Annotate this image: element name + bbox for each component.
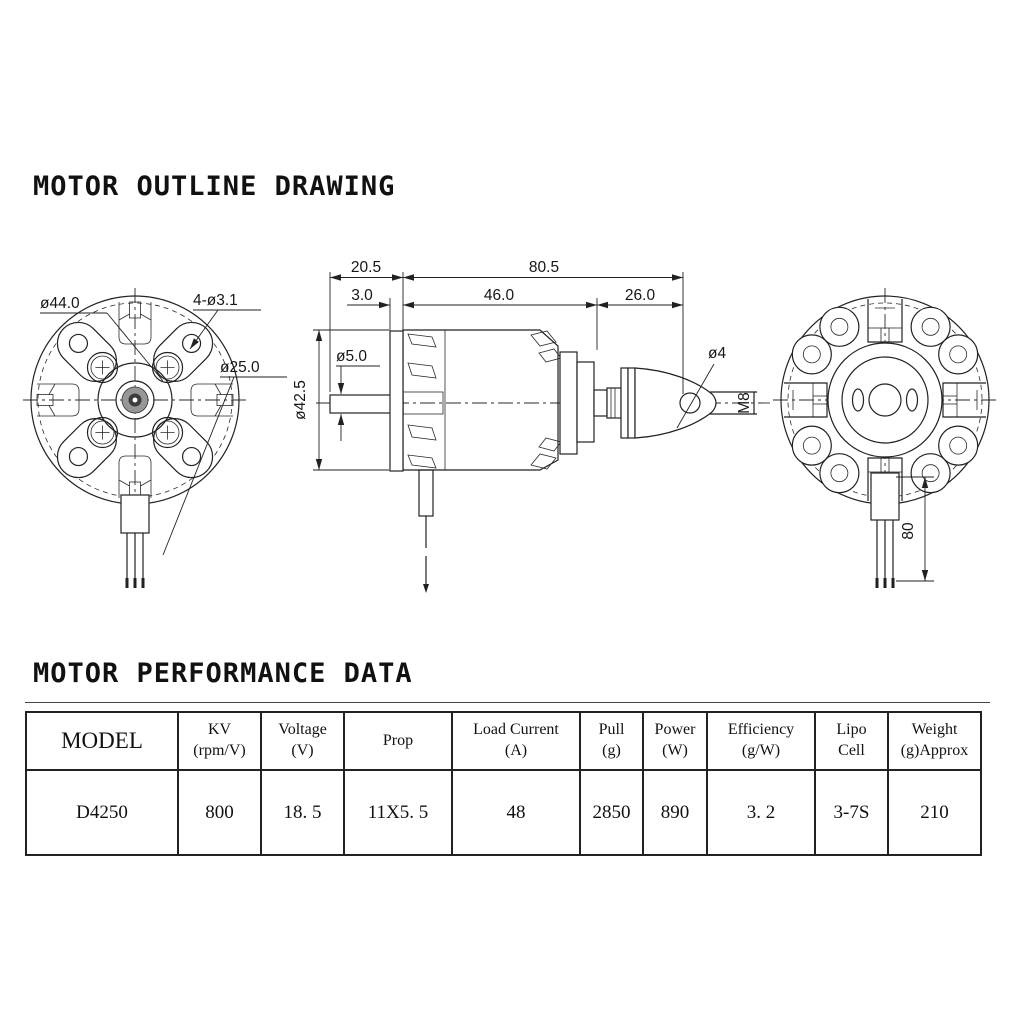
header-kv: KV (rpm/V): [178, 712, 261, 770]
header-power: Power (W): [643, 712, 707, 770]
front-mount-holes-label: 4-ø3.1: [193, 292, 238, 309]
shaft-length-dim: 20.5: [350, 259, 382, 276]
adapter-length-dim: 26.0: [624, 287, 656, 304]
body-diameter-dim: ø42.5: [292, 380, 309, 420]
prop-hole-diameter-dim: ø4: [708, 345, 727, 362]
front-bolt-circle-label: ø25.0: [220, 359, 260, 376]
flange-thickness-dim: 3.0: [351, 287, 373, 304]
value-voltage: 18. 5: [261, 770, 344, 855]
value-power: 890: [643, 770, 707, 855]
value-model: D4250: [26, 770, 178, 855]
header-pull: Pull (g): [580, 712, 643, 770]
value-kv: 800: [178, 770, 261, 855]
value-load-current: 48: [452, 770, 580, 855]
header-voltage: Voltage (V): [261, 712, 344, 770]
value-lipo-cell: 3-7S: [815, 770, 888, 855]
value-pull: 2850: [580, 770, 643, 855]
header-load-current: Load Current (A): [452, 712, 580, 770]
header-weight: Weight (g)Approx: [888, 712, 981, 770]
rear-view: [773, 288, 997, 588]
front-motor-wires: [121, 495, 149, 588]
header-lipo-cell: Lipo Cell: [815, 712, 888, 770]
header-efficiency: Efficiency (g/W): [707, 712, 815, 770]
wire-length-dim: 80: [900, 522, 917, 540]
overall-length-dim: 80.5: [528, 259, 560, 276]
table-value-row: [26, 770, 981, 855]
performance-data-title: MOTOR PERFORMANCE DATA: [33, 658, 413, 689]
table-header-row: [26, 712, 981, 770]
header-model: MODEL: [26, 712, 178, 770]
thread-dim: M8: [736, 392, 753, 414]
motor-performance-table: [25, 711, 982, 856]
value-weight: 210: [888, 770, 981, 855]
front-view: [23, 288, 287, 588]
front-outer-diameter-label: ø44.0: [40, 295, 80, 312]
body-length-dim: 46.0: [483, 287, 515, 304]
shaft-diameter-dim: ø5.0: [336, 348, 368, 365]
value-efficiency: 3. 2: [707, 770, 815, 855]
side-view-pin: [419, 470, 433, 593]
table-top-rule: [25, 702, 990, 703]
header-prop: Prop: [344, 712, 452, 770]
side-view: [292, 259, 770, 593]
outline-drawing-title: MOTOR OUTLINE DRAWING: [33, 171, 396, 202]
side-view-dimensions: [292, 259, 753, 470]
rear-motor-wires: [871, 473, 899, 588]
value-prop: 11X5. 5: [344, 770, 452, 855]
